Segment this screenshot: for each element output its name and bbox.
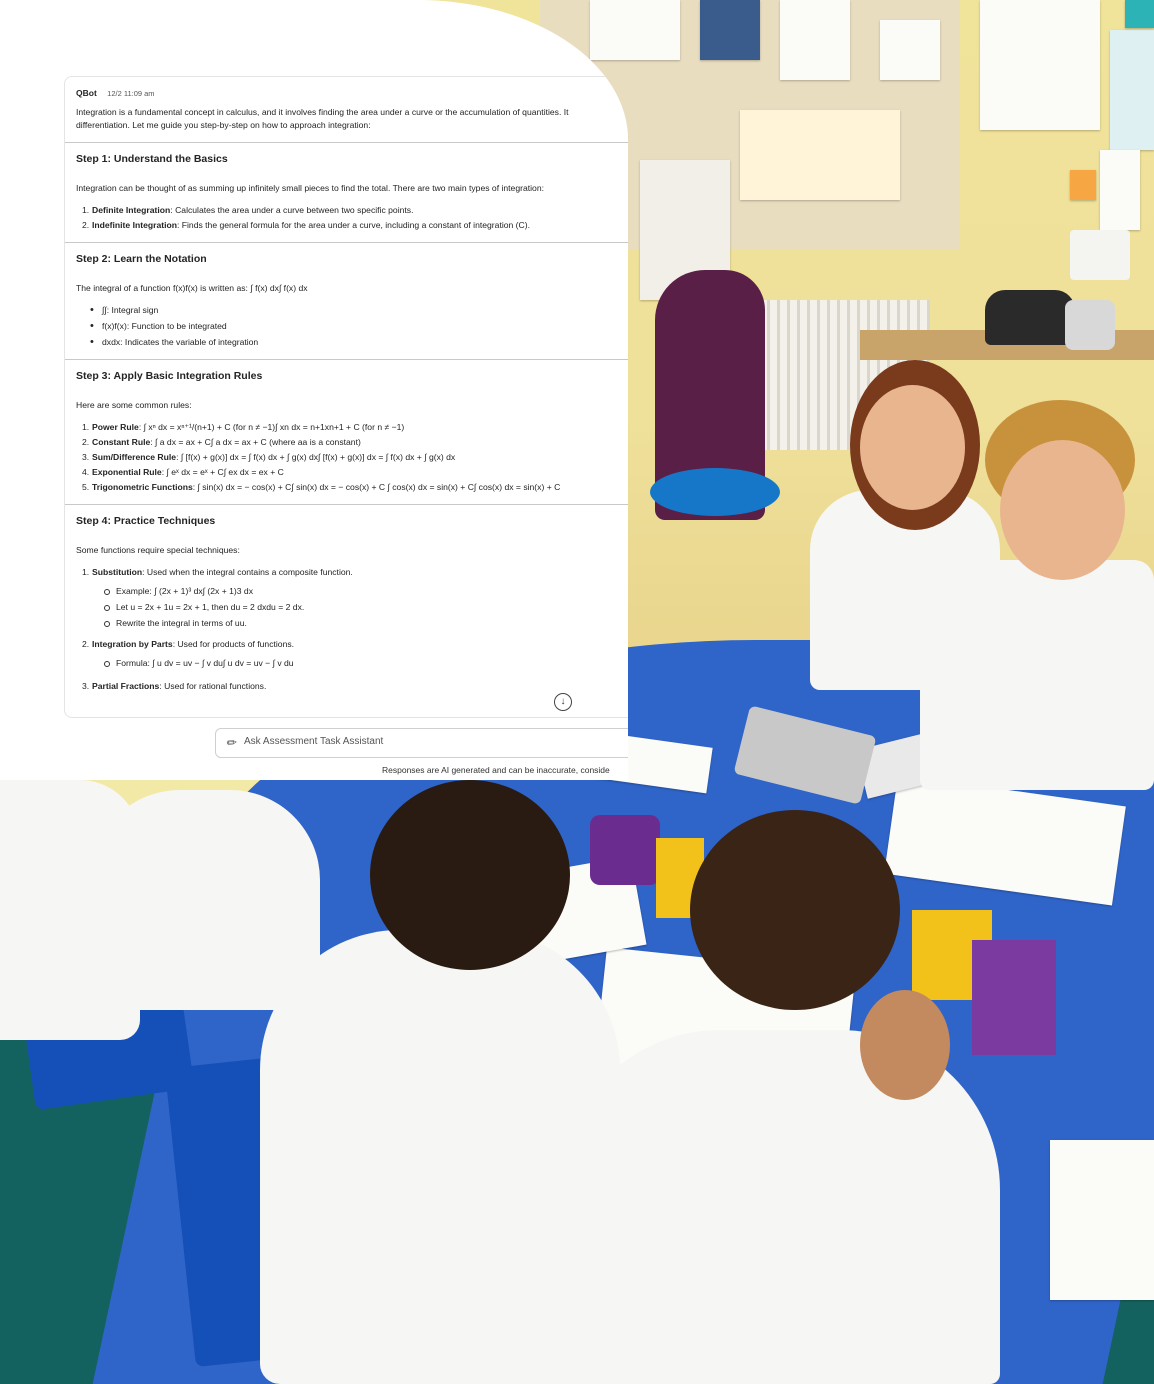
step-4-list-end (76, 680, 628, 693)
list-item: • ∫∫: Integral sign (102, 304, 628, 317)
boy-hand (860, 990, 950, 1100)
sublist-item: Formula: ∫ u dv = uv − ∫ v du∫ u dv = uv − ∫ v du (116, 657, 628, 670)
paper-on-table (1050, 1140, 1154, 1300)
step-2-title: Step 2: Learn the Notation (76, 253, 207, 265)
substitution-sublist (76, 585, 628, 630)
step-3-list (76, 421, 628, 494)
divider (65, 359, 628, 360)
step-1-text: Integration can be thought of as summing up infinitely small pieces to find the total. There are two main types of integration: (76, 183, 544, 193)
intro-line-1: Integration is a fundamental concept in calculus, and it involves finding the area under a curve or the accumulation of quantities. It (76, 107, 569, 117)
list-item: 2. Integration by Parts: Used for products of functions. (82, 639, 295, 649)
pinned-paper (700, 0, 760, 60)
girl-face (860, 385, 965, 510)
sublist-item: Example: ∫ (2x + 1)³ dx∫ (2x + 1)3 dx (116, 585, 628, 598)
list-item: 1. Substitution: Used when the integral contains a composite function. (82, 567, 353, 577)
message-timestamp: 12/2 11:09 am (107, 89, 155, 98)
step-3-title: Step 3: Apply Basic Integration Rules (76, 370, 263, 382)
arrow-down-circle-icon[interactable]: ↓ (554, 693, 572, 711)
list-item: 3. Partial Fractions: Used for rational functions. (82, 681, 267, 691)
step-1-list (76, 204, 628, 232)
list-item: • f(x)f(x): Function to be integrated (102, 320, 628, 333)
list-item: 5. Trigonometric Functions: ∫ sin(x) dx = − cos(x) + C∫ sin(x) dx = − cos(x) + C ∫ cos(x) dx = sin(x) + C∫ cos(x) dx = sin(x) + C (82, 482, 561, 492)
list-item: • dxdx: Indicates the variable of integration (102, 336, 628, 349)
pinned-paper (780, 0, 850, 80)
speaker (1065, 300, 1115, 350)
step-1-title: Step 1: Understand the Basics (76, 153, 228, 165)
list-item: 3. Sum/Difference Rule: ∫ [f(x) + g(x)] dx = ∫ f(x) dx + ∫ g(x) dx∫ [f(x) + g(x)] dx = ∫ f(x) dx + ∫ g(x) dx (82, 452, 456, 462)
kid-shirt (90, 790, 320, 1010)
ask-input[interactable] (215, 728, 628, 758)
pinned-paper (1110, 30, 1154, 150)
telephone (985, 290, 1075, 345)
list-item: 4. Exponential Rule: ∫ eˣ dx = eˣ + C∫ ex dx = ex + C (82, 467, 284, 477)
wall-socket (1070, 230, 1130, 280)
step-4-list (76, 566, 628, 579)
pinned-paper (590, 0, 680, 60)
step-3-text: Here are some common rules: (76, 400, 192, 410)
boy-back-hair (370, 780, 570, 970)
message-author: QBot (76, 88, 97, 98)
blue-stool (650, 468, 780, 516)
step-4-text: Some functions require special techniques: (76, 545, 240, 555)
boy-shirt (920, 560, 1154, 790)
pinned-paper (740, 110, 900, 200)
list-item: 2. Constant Rule: ∫ a dx = ax + C∫ a dx = ax + C (where aa is a constant) (82, 437, 361, 447)
pinned-paper (1100, 150, 1140, 230)
ai-disclaimer: Responses are AI generated and can be inaccurate, conside (382, 765, 610, 775)
input-placeholder: Ask Assessment Task Assistant (244, 736, 384, 747)
step-4-list-cont (76, 638, 628, 651)
list-item: 1. Definite Integration: Calculates the area under a curve between two specific points. (82, 205, 414, 215)
sublist-item: Let u = 2x + 1u = 2x + 1, then du = 2 dxdu = 2 dx. (116, 601, 628, 614)
divider (65, 504, 628, 505)
parts-sublist (76, 657, 628, 670)
step-4-title: Step 4: Practice Techniques (76, 515, 216, 527)
sticky-note (1070, 170, 1096, 200)
sublist-item: Rewrite the integral in terms of uu. (116, 617, 628, 630)
message-content (76, 87, 628, 695)
purple-pot (590, 815, 660, 885)
boy-face (1000, 440, 1125, 580)
pinned-paper (980, 0, 1100, 130)
step-2-bullets (76, 304, 628, 349)
message-header (76, 87, 628, 100)
list-item: 1. Power Rule: ∫ xⁿ dx = xⁿ⁺¹/(n+1) + C (for n ≠ −1)∫ xn dx = n+1xn+1 + C (for n ≠ −1) (82, 422, 405, 432)
boy-back-hair (690, 810, 900, 1010)
step-2-text: The integral of a function f(x)f(x) is written as: ∫ f(x) dx∫ f(x) dx (76, 283, 308, 293)
chat-panel (0, 0, 628, 780)
intro-line-2: differentiation. Let me guide you step-by-step on how to approach integration: (76, 120, 371, 130)
divider (65, 142, 628, 143)
divider (65, 242, 628, 243)
bot-message-card (64, 76, 628, 718)
list-item: 2. Indefinite Integration: Finds the general formula for the area under a curve, including a constant of integration (C). (82, 220, 530, 230)
paperclip-icon[interactable]: ✐ (222, 734, 240, 752)
purple-pot (972, 940, 1056, 1055)
pinned-paper (880, 20, 940, 80)
pinned-paper (1125, 0, 1154, 28)
